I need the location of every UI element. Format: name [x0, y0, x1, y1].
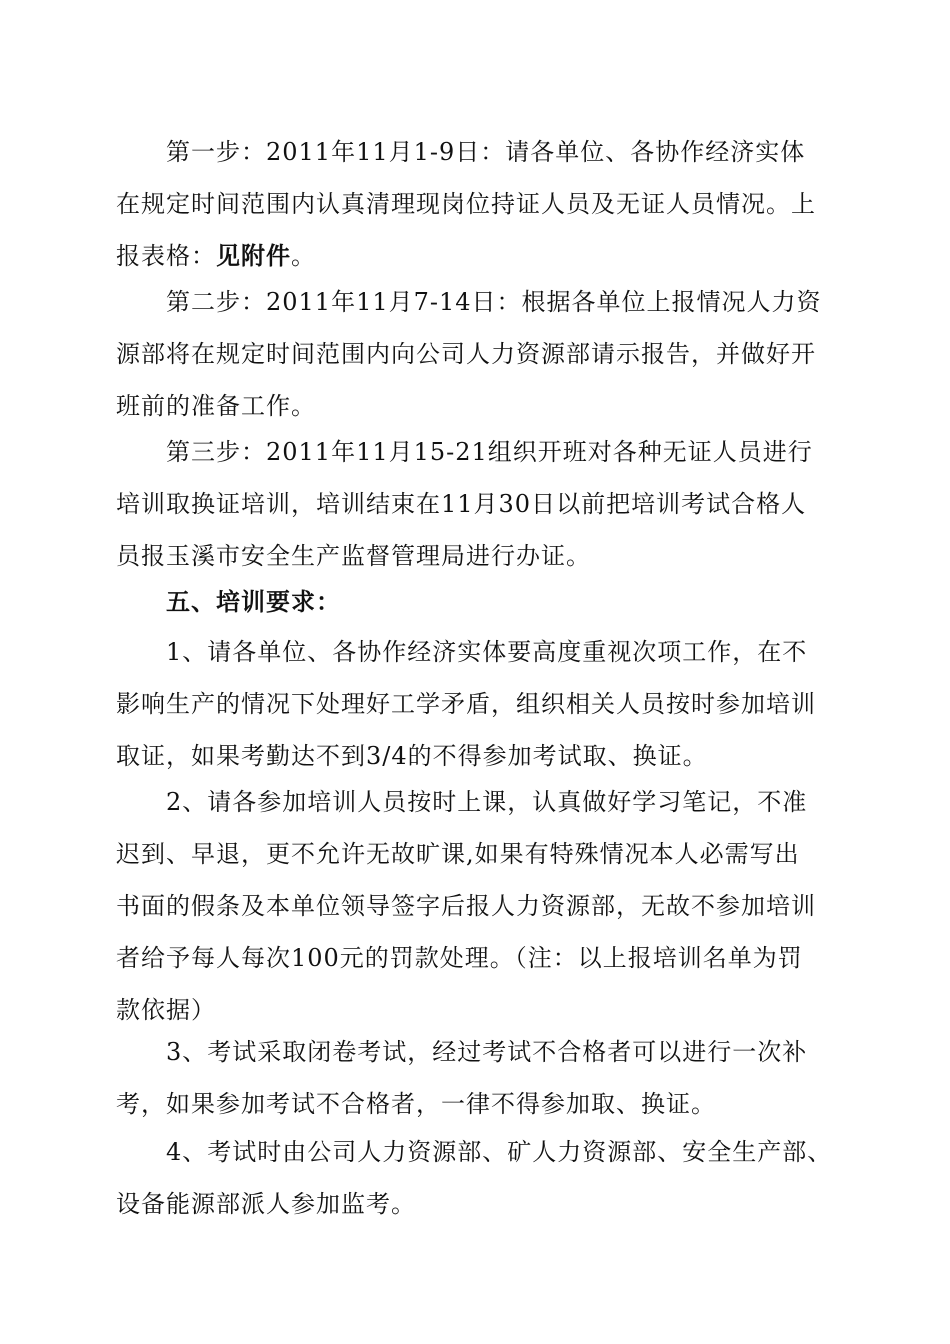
text-line: 员报玉溪市安全生产监督管理局进行办证。	[116, 542, 591, 570]
section-heading-training-requirements	[116, 576, 836, 628]
text-line: 影响生产的情况下处理好工学矛盾，组织相关人员按时参加培训	[116, 690, 816, 718]
text-line: 1、请各单位、各协作经济实体要高度重视次项工作，在不	[166, 638, 808, 666]
paragraph-requirement-3	[116, 1026, 836, 1130]
paragraph-step-3	[116, 426, 836, 582]
text-line: 班前的准备工作。	[116, 392, 316, 420]
paragraph-requirement-2	[116, 776, 836, 1036]
text-line: 者给予每人每次100元的罚款处理。（注：以上报培训名单为罚	[116, 944, 803, 972]
text-line	[116, 230, 836, 282]
text-line: 书面的假条及本单位领导签字后报人力资源部，无故不参加培训	[116, 892, 816, 920]
attachment-reference: 见附件	[216, 241, 291, 270]
text-line: 2、请各参加培训人员按时上课，认真做好学习笔记，不准	[166, 788, 808, 816]
paragraph-step-1	[116, 126, 836, 282]
text-line: 第二步：2011年11月7-14日：根据各单位上报情况人力资	[166, 288, 822, 316]
text-line: 设备能源部派人参加监考。	[116, 1190, 416, 1218]
text-line: 第三步：2011年11月15-21组织开班对各种无证人员进行	[166, 438, 813, 466]
text-line: 3、考试采取闭卷考试，经过考试不合格者可以进行一次补	[166, 1038, 808, 1066]
text-line: 款依据）	[116, 996, 216, 1024]
section-heading: 五、培训要求：	[166, 587, 341, 616]
text-line: 源部将在规定时间范围内向公司人力资源部请示报告，并做好开	[116, 340, 816, 368]
text-line: 4、考试时由公司人力资源部、矿人力资源部、安全生产部、	[166, 1138, 833, 1166]
paragraph-step-2	[116, 276, 836, 432]
paragraph-requirement-4	[116, 1126, 836, 1230]
text-line: 考，如果参加考试不合格者，一律不得参加取、换证。	[116, 1090, 716, 1118]
text-line: 培训取换证培训，培训结束在11月30日以前把培训考试合格人	[116, 490, 807, 518]
text-line: 取证，如果考勤达不到3/4的不得参加考试取、换证。	[116, 742, 708, 770]
text-line: 第一步：2011年11月1-9日：请各单位、各协作经济实体	[166, 138, 806, 166]
text-line: 迟到、早退，更不允许无故旷课,如果有特殊情况本人必需写出	[116, 840, 800, 868]
text-line: 在规定时间范围内认真清理现岗位持证人员及无证人员情况。上	[116, 190, 816, 218]
text-line-suffix: 。	[291, 242, 316, 270]
text-line-prefix: 报表格：	[116, 242, 216, 270]
paragraph-requirement-1	[116, 626, 836, 782]
